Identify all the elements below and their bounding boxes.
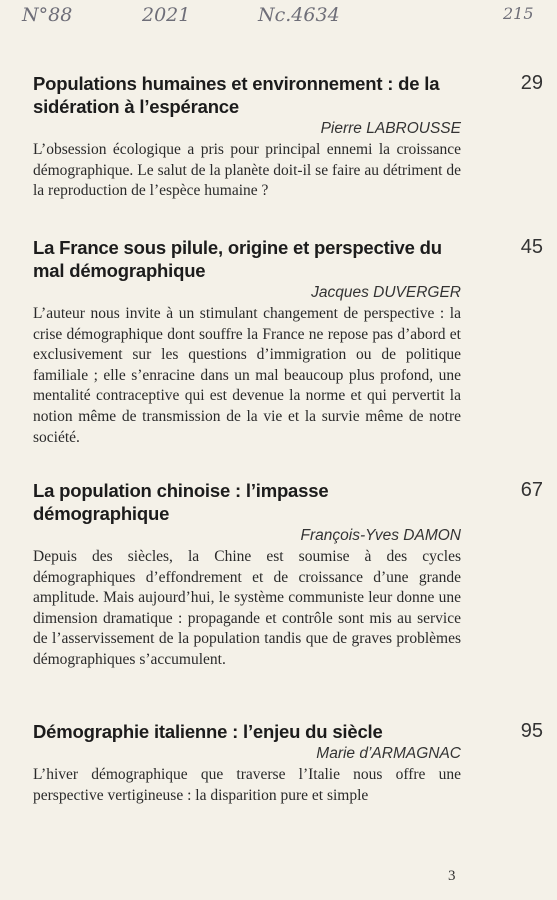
article-title[interactable]: Populations humaines et environnement : de la sidération à l’espérance <box>33 73 440 117</box>
article-page-number[interactable]: 67 <box>520 479 543 501</box>
article-summary: L’hiver démographique que traverse l’Italie nous offre une perspective vertigineuse : la disparition pure et simple <box>33 766 461 804</box>
article-title[interactable]: La population chinoise : l’impasse démographique <box>33 480 329 524</box>
article-entry <box>33 236 543 448</box>
article-summary: Depuis des siècles, la Chine est soumise à des cycles démographiques d’effondrement et de croissance d’une grande amplitude. Mais aujourd’hui, le système communiste leur donne une dimension dramatique : propagande et contrôle sont mis au service de l’asservissement de la population tandis que de graves problèmes démographiques s’accumulent. <box>33 548 461 668</box>
page-folio: 3 <box>448 868 456 884</box>
article-author: Jacques DUVERGER <box>311 284 461 301</box>
article-page-number[interactable]: 45 <box>520 236 543 258</box>
article-page-number[interactable]: 29 <box>520 72 543 94</box>
article-summary: L’auteur nous invite à un stimulant changement de perspective : la crise démographique dont souffre la France ne repose pas d’abord et exclusivement sur les questions d’immigration ou de politique familiale ; elle s’enracine dans un mal beaucoup plus profond, une mentalité contraceptive qui est devenue la norme et qui pervertit la notion même de transmission de la vie et la survie même de notre société. <box>33 305 461 446</box>
article-author: François-Yves DAMON <box>300 527 461 544</box>
handwritten-year: 2021 <box>142 4 191 26</box>
article-title[interactable]: La France sous pilule, origine et perspective du mal démographique <box>33 237 442 281</box>
handwritten-annotations <box>0 4 557 44</box>
handwritten-issue-number: N°88 <box>22 4 73 26</box>
handwritten-reference: Nc.4634 <box>258 4 340 26</box>
article-author: Marie d’ARMAGNAC <box>316 745 461 762</box>
article-entry <box>33 479 543 671</box>
handwritten-page-total: 215 <box>503 4 534 23</box>
article-author: Pierre LABROUSSE <box>320 120 461 137</box>
article-summary: L’obsession écologique a pris pour principal ennemi la croissance démographique. Le salut de la planète doit-il se faire au détriment de la reproduction de l’espèce humaine ? <box>33 141 461 200</box>
article-title[interactable]: Démographie italienne : l’enjeu du siècle <box>33 721 383 742</box>
article-entry <box>33 720 543 806</box>
article-page-number[interactable]: 95 <box>520 720 543 742</box>
article-entry <box>33 72 543 202</box>
